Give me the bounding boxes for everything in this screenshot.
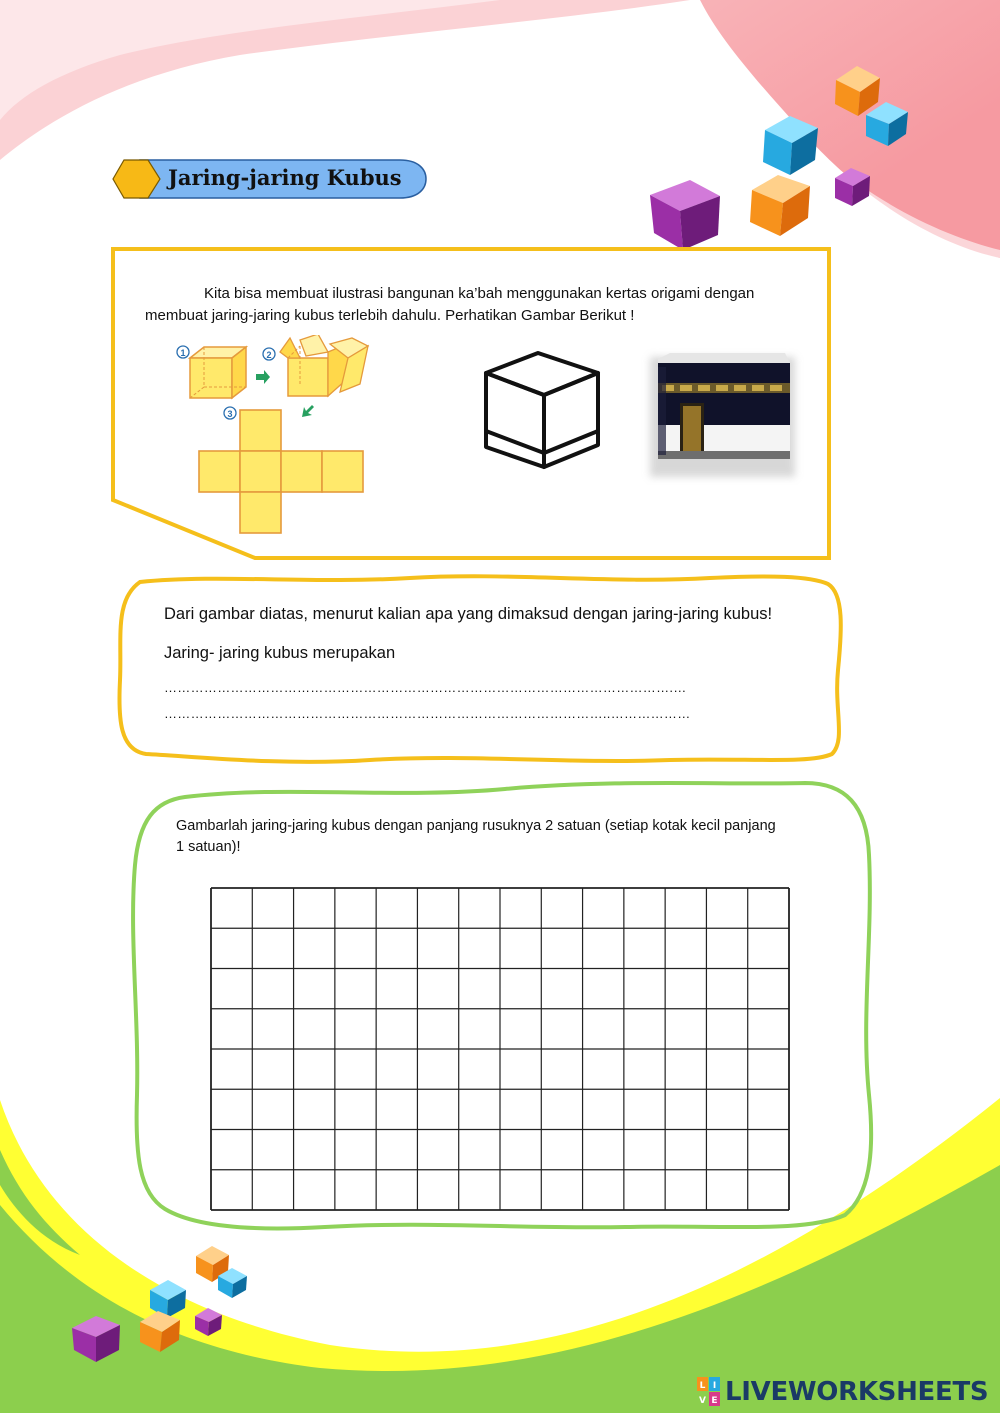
grid-lines (211, 888, 789, 1210)
brand-logo-letter-3: V (699, 1396, 706, 1406)
brand-name: LIVEWORKSHEETS (725, 1377, 989, 1407)
step-3-badge (224, 407, 236, 419)
cube-purple-2-icon (72, 1316, 120, 1362)
cube-purple-small-icon (835, 168, 870, 206)
cube-net-illustration (170, 335, 380, 535)
page-title: Jaring-jaring Kubus (168, 165, 402, 190)
arrow-down-left-icon (302, 405, 314, 417)
step-3-net (199, 410, 363, 533)
cube-teal-2-icon (150, 1280, 186, 1318)
step-2-cube (280, 335, 368, 396)
answer-lead: Jaring- jaring kubus merupakan (164, 644, 396, 662)
step-1-cube (190, 347, 246, 398)
step-3-label: 3 (227, 409, 233, 419)
brand-logo-letter-4: E (711, 1396, 718, 1406)
brand-footer[interactable] (697, 1374, 988, 1410)
step-2-label: 2 (266, 350, 272, 360)
kaaba-photo (640, 345, 805, 485)
step-1-badge (177, 346, 189, 358)
kaaba-outline-drawing (478, 345, 608, 475)
drawing-task-line-1: Gambarlah jaring-jaring kubus dengan panjang rusuknya 2 satuan (setiap kotak kecil panjang (176, 818, 776, 834)
cubes-top-decoration (640, 60, 940, 260)
cube-purple-small-2-icon (195, 1308, 222, 1336)
cube-purple-large-icon (650, 180, 720, 250)
answer-line-1[interactable]: …………………………………………………………………………………………………….… (164, 680, 687, 695)
cubes-bottom-decoration (60, 1240, 260, 1370)
answer-line-2[interactable]: ………………………………………………………………………………………..……………… (164, 706, 691, 721)
brand-logo-letter-1: L (699, 1381, 706, 1391)
cube-blue-small-icon (866, 102, 908, 146)
cube-orange-large-icon (750, 175, 810, 236)
intro-line-2: membuat jaring-jaring kubus terlebih dahulu. Perhatikan Gambar Berikut ! (145, 307, 635, 324)
question-prompt: Dari gambar diatas, menurut kalian apa yang dimaksud dengan jaring-jaring kubus! (164, 605, 773, 623)
cube-teal-icon (763, 116, 818, 175)
liveworksheets-logo-icon (697, 1377, 721, 1407)
step-2-badge (263, 348, 275, 360)
brand-logo-letter-2: I (712, 1381, 717, 1391)
drawing-grid[interactable] (210, 887, 790, 1211)
drawing-task-line-2: 1 satuan)! (176, 839, 241, 855)
intro-line-1: Kita bisa membuat ilustrasi bangunan ka’bah menggunakan kertas origami dengan (204, 285, 755, 302)
question-frame (110, 570, 850, 770)
cube-orange-2-icon (140, 1311, 180, 1352)
arrow-right-icon (256, 370, 270, 384)
step-1-label: 1 (180, 348, 186, 358)
cube-orange-small-icon (835, 66, 880, 116)
